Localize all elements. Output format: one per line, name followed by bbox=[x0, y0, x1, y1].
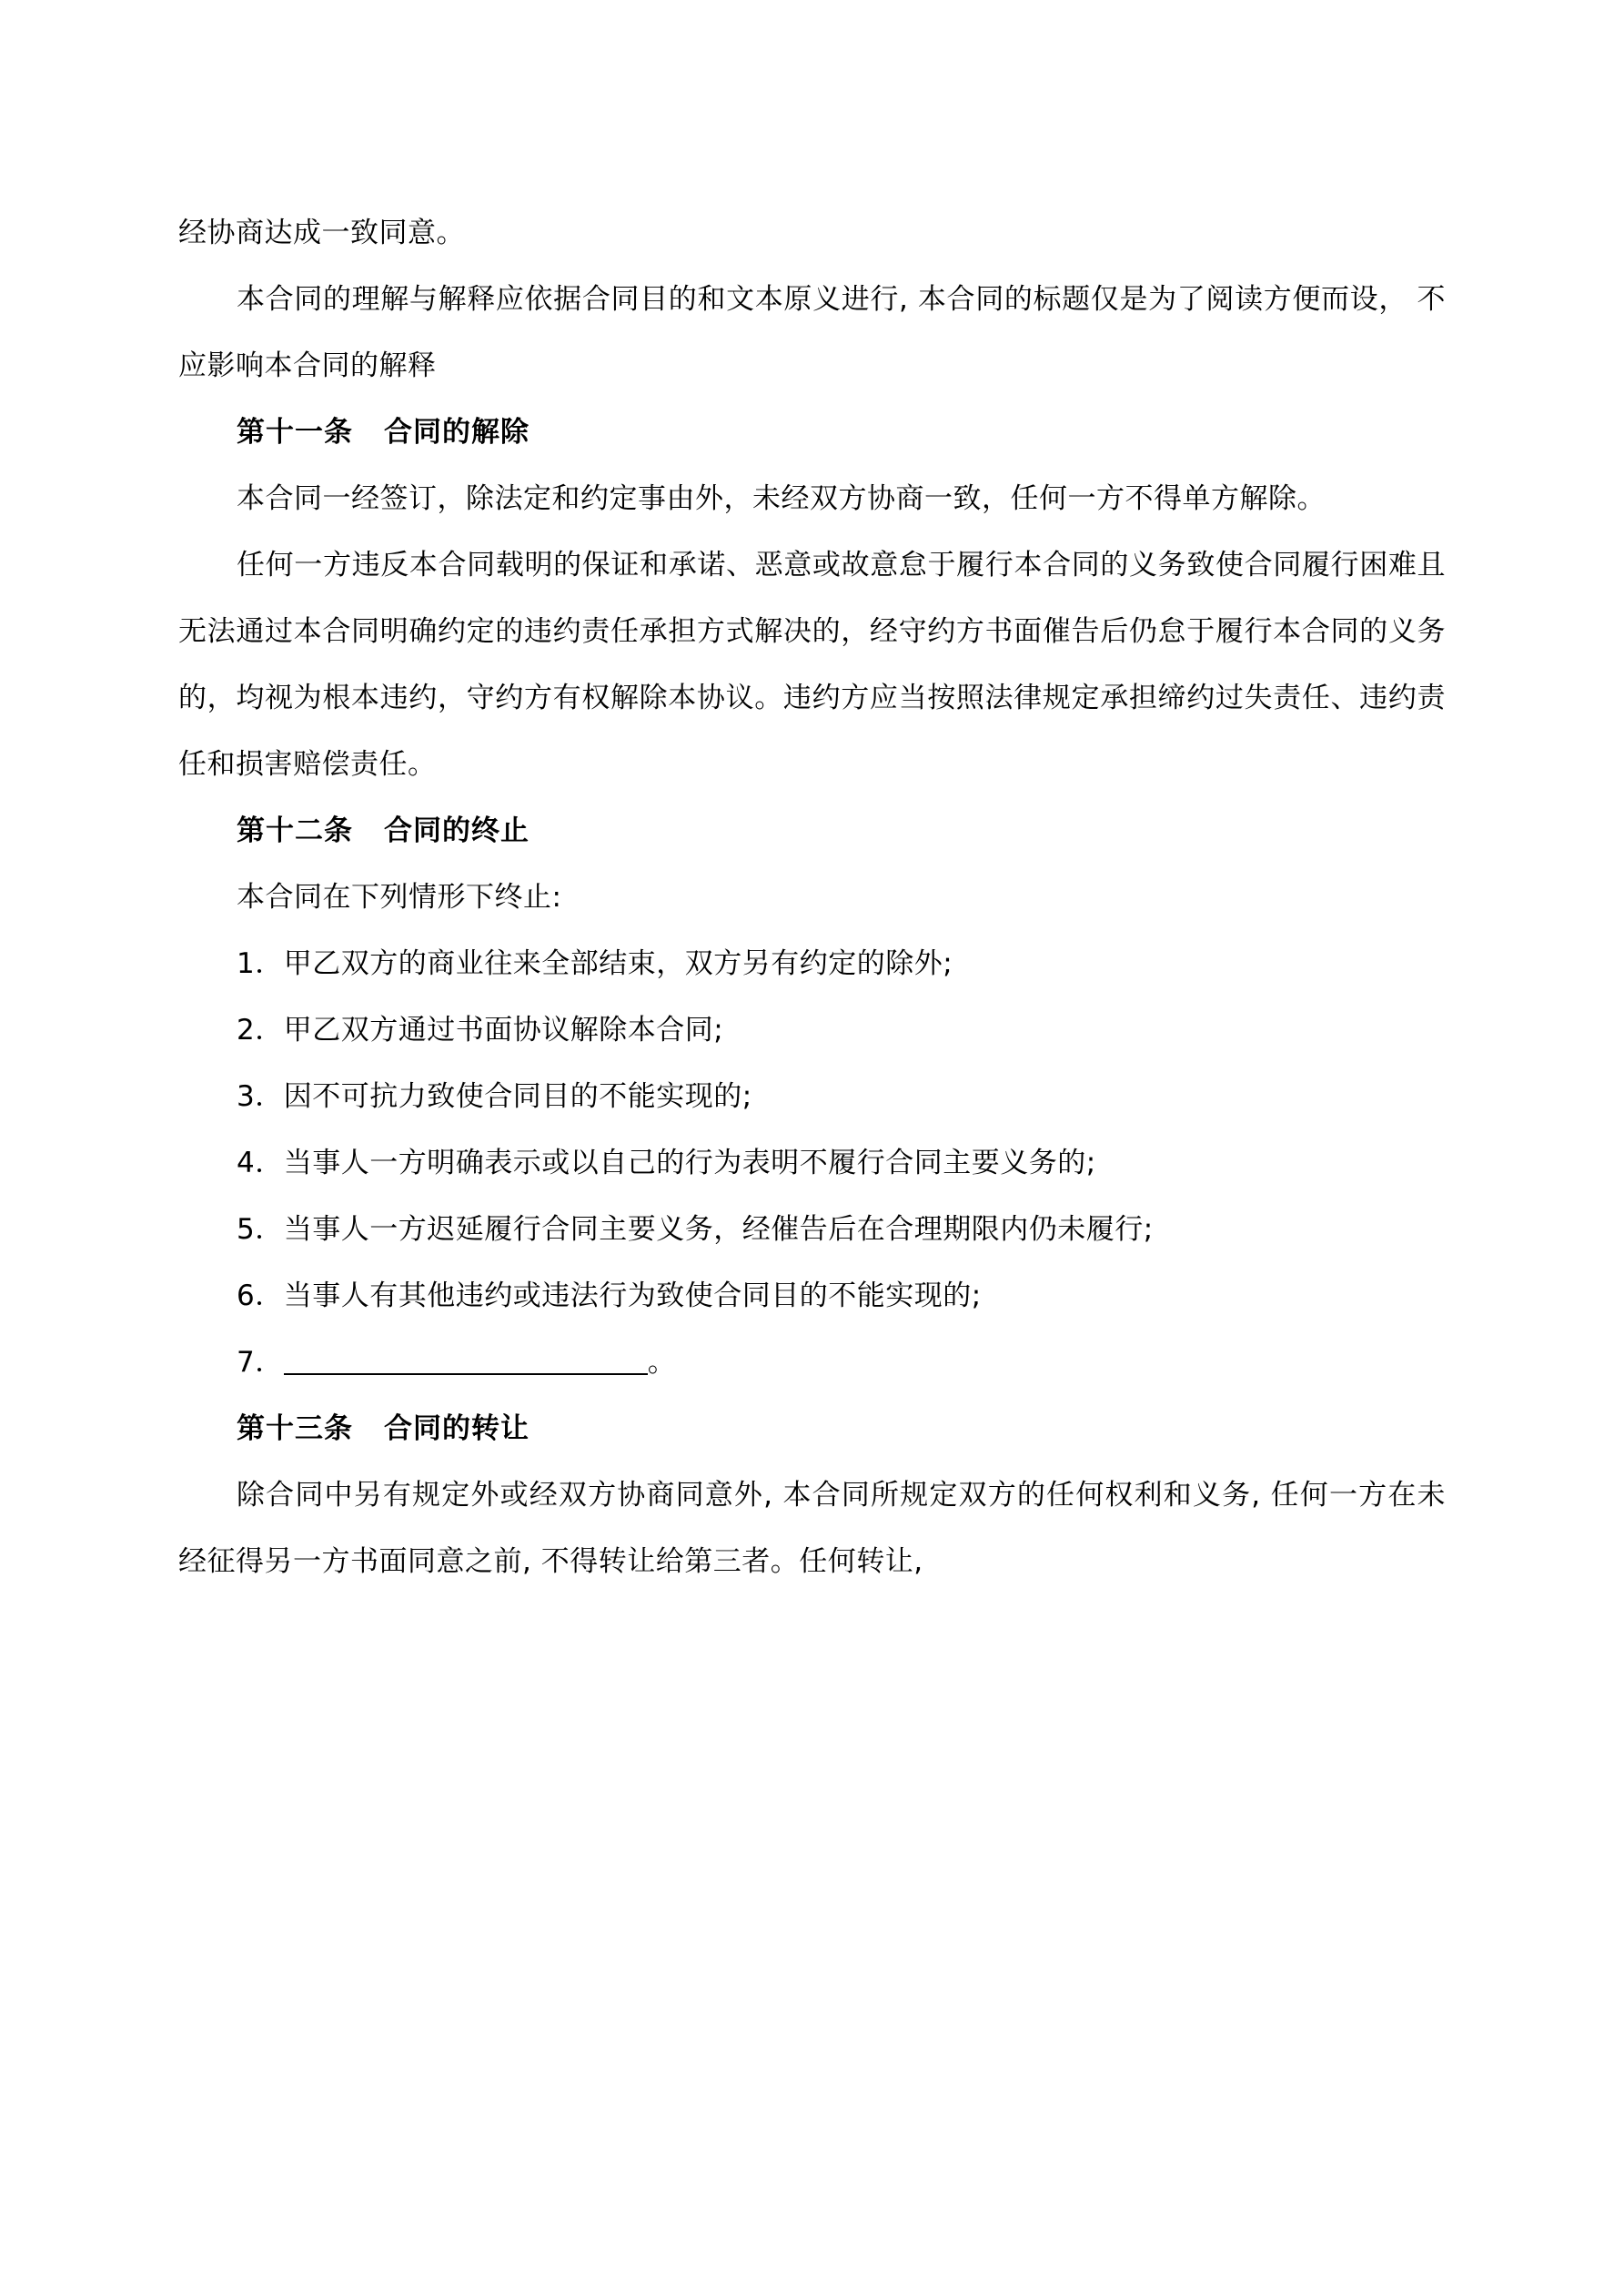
paragraph: 经协商达成一致同意。 bbox=[178, 217, 465, 249]
section-number: 第十一条 bbox=[237, 416, 353, 449]
list-item: 1．甲乙双方的商业往来全部结束，双方另有约定的除外; bbox=[237, 947, 953, 980]
list-item: 3．因不可抗力致使合同目的不能实现的; bbox=[237, 1080, 752, 1113]
section-title: 合同的终止 bbox=[384, 814, 530, 847]
fill-in-blank[interactable] bbox=[284, 1346, 648, 1375]
paragraph: 本合同的理解与解释应依据合同目的和文本原义进行, 本合同的标题仅是为了阅读方便而设， 不应影响本合同的解释 bbox=[178, 283, 1446, 382]
list-item: 2．甲乙双方通过书面协议解除本合同; bbox=[237, 1014, 724, 1047]
section-heading bbox=[178, 1396, 1446, 1462]
paragraph: 本合同在下列情形下终止: bbox=[237, 881, 562, 914]
list-item-suffix: 。 bbox=[647, 1346, 677, 1379]
section-title: 合同的转让 bbox=[384, 1412, 530, 1445]
list-item: 4．当事人一方明确表示或以自己的行为表明不履行合同主要义务的; bbox=[237, 1147, 1096, 1179]
section-number: 第十三条 bbox=[237, 1412, 353, 1445]
section-heading bbox=[178, 400, 1446, 466]
list-item-prefix: 7． bbox=[237, 1346, 284, 1379]
section-number: 第十二条 bbox=[237, 814, 353, 847]
paragraph: 本合同一经签订，除法定和约定事由外，未经双方协商一致，任何一方不得单方解除。 bbox=[237, 482, 1326, 515]
section-title: 合同的解除 bbox=[384, 416, 530, 449]
document-body bbox=[178, 200, 1446, 1595]
list-item-blank bbox=[178, 1330, 1446, 1396]
list-item: 6．当事人有其他违约或违法行为致使合同目的不能实现的; bbox=[237, 1279, 982, 1312]
paragraph: 除合同中另有规定外或经双方协商同意外, 本合同所规定双方的任何权利和义务, 任何一方在未经征得另一方书面同意之前, 不得转让给第三者。任何转让, bbox=[178, 1479, 1446, 1578]
paragraph: 任何一方违反本合同载明的保证和承诺、恶意或故意怠于履行本合同的义务致使合同履行困难且无法通过本合同明确约定的违约责任承担方式解决的，经守约方书面催告后仍怠于履行本合同的义务的，均视为根本违约，守约方有权解除本协议。违约方应当按照法律规定承担缔约过失责任、违约责任和损害赔偿责任。 bbox=[178, 549, 1446, 781]
section-heading bbox=[178, 798, 1446, 865]
list-item: 5．当事人一方迟延履行合同主要义务，经催告后在合理期限内仍未履行; bbox=[237, 1213, 1154, 1246]
